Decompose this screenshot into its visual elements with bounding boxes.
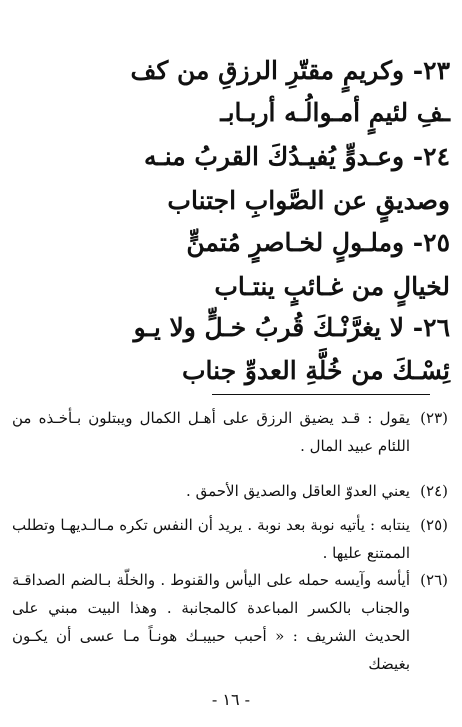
verse-25-second-hemistich: لخيالٍ من غـائبٍ ينتـاب xyxy=(214,272,450,301)
verse-26-second-hemistich: ئِسْـكَ من خُلَّةِ العدوِّ جناب xyxy=(182,356,450,385)
verse-25-first-hemistich: ٢٥- وملـولٍ لخـاصرٍ مُتمنٍّ xyxy=(186,228,450,257)
footnote-number: (٢٦) xyxy=(420,571,448,589)
footnote-26 xyxy=(12,566,448,678)
footnote-number: (٢٤) xyxy=(420,482,448,500)
footnote-text: ينتابه : يأتيه نوبة بعد نوبة . يريد أن النفس تكره مـالـديهـا وتطلب الممتنع عليها . xyxy=(12,516,410,562)
footnote-text: أيأسه وآيسه حمله على اليأس والقنوط . والخلّة بـالضم الصداقـة والجناب بالكسر المباعدة كالمجانبة . وهذا البيت مبني على الحديث الشريف : « أحبب حبيبـك هونـاً مـا عسى أن يكـون بغيضك xyxy=(12,571,410,673)
footnote-text: يعني العدوّ العاقل والصديق الأحمق . xyxy=(186,482,410,500)
page-number: - ١٦ - xyxy=(211,690,251,709)
footnote-number: (٢٣) xyxy=(420,409,448,427)
footnote-23 xyxy=(12,404,448,460)
footnote-text: يقول : قـد يضيق الرزق على أهـل الكمال ويبتلون بـأخـذه من اللئام عبيد المال . xyxy=(12,409,410,455)
verse-23-first-hemistich: ٢٣- وكريمٍ مقتّرِ الرزقِ من كف xyxy=(130,56,450,85)
footnote-divider xyxy=(212,394,430,395)
verse-24-first-hemistich: ٢٤- وعـدوٍّ يُفيـدُكَ القربُ منـه xyxy=(144,142,450,171)
footnote-number: (٢٥) xyxy=(420,516,448,534)
verse-23-second-hemistich: ـفِ لئيمٍ أمـوالُـه أربـابـ xyxy=(220,98,450,127)
verse-26-first-hemistich: ٢٦- لا يغرَّنْـكَ قُربُ خـلٍّ ولا يـو xyxy=(133,313,450,342)
footnote-24 xyxy=(12,477,448,505)
verse-24-second-hemistich: وصديقٍ عن الصَّوابِ اجتناب xyxy=(167,186,450,215)
footnote-25 xyxy=(12,511,448,567)
